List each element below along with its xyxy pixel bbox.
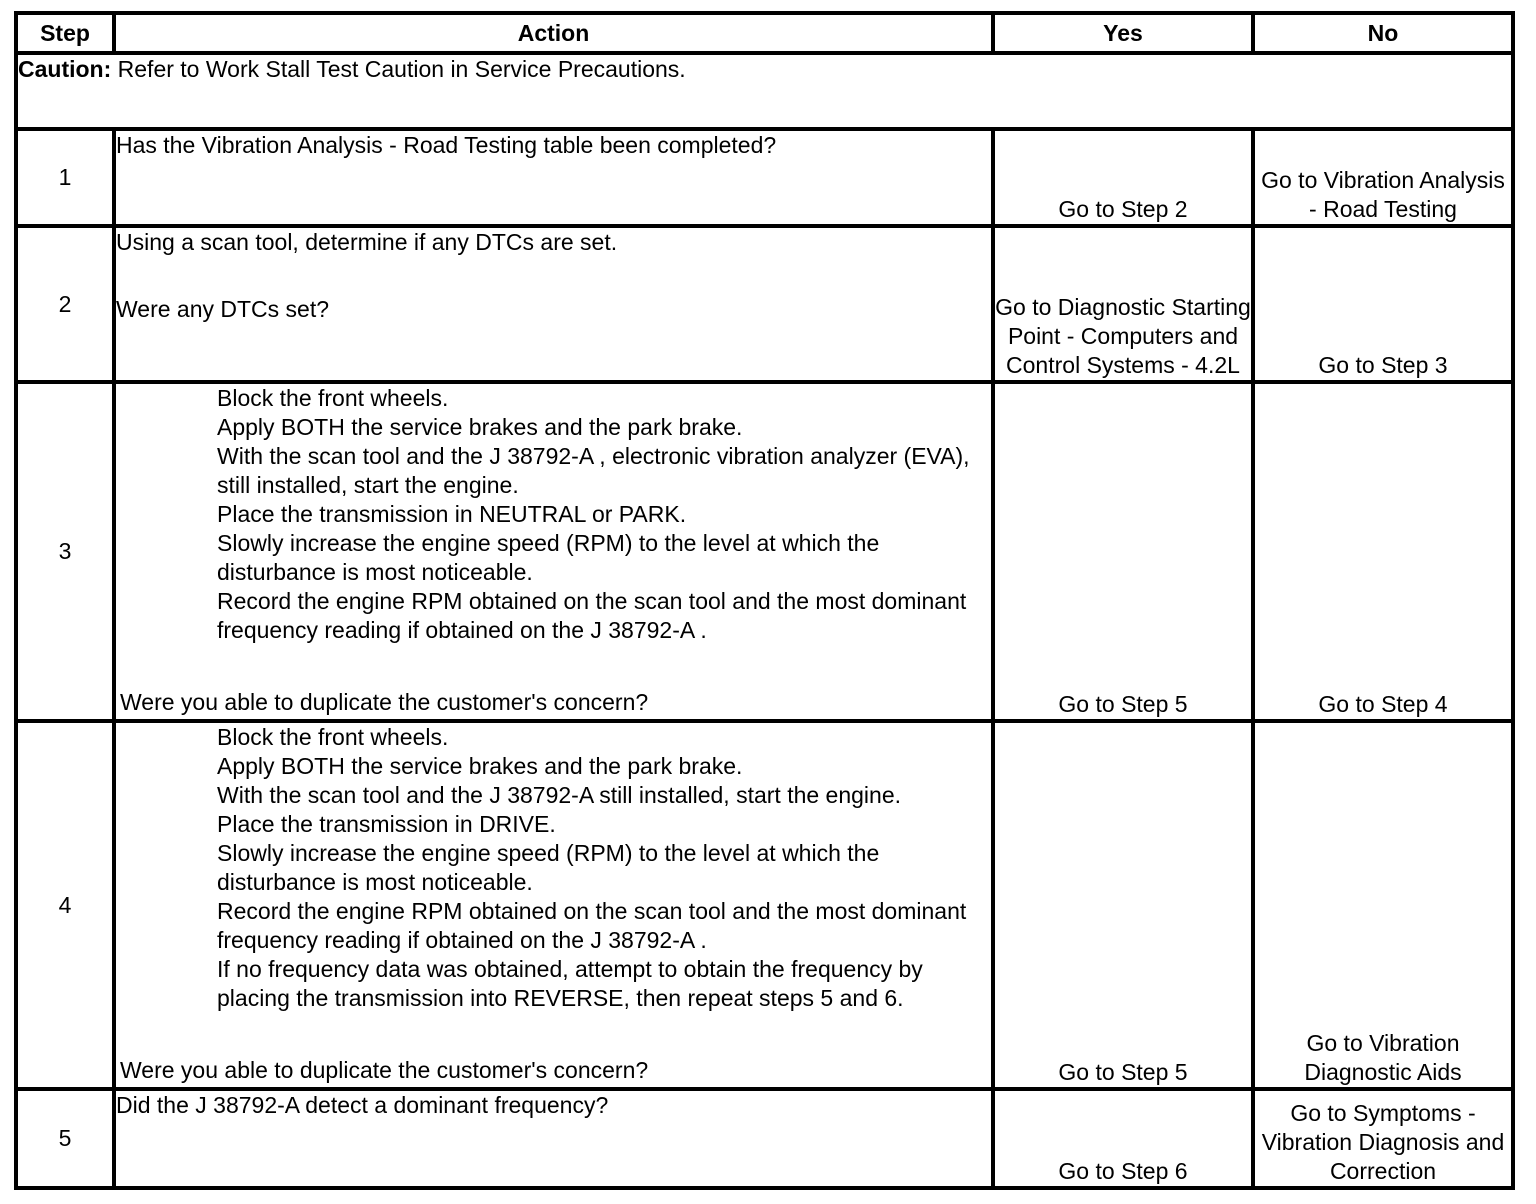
list-item: Slowly increase the engine speed (RPM) to the level at which the disturbance is most noticeable. <box>217 840 880 895</box>
action-cell <box>114 382 993 721</box>
yes-cell: Go to Step 5 <box>993 721 1253 1089</box>
list-item: With the scan tool and the J 38792-A , electronic vibration analyzer (EVA), still installed, start the engine. <box>217 443 970 498</box>
list-item: Slowly increase the engine speed (RPM) to the level at which the disturbance is most noticeable. <box>217 530 880 585</box>
action-cell: Did the J 38792-A detect a dominant frequency? <box>114 1089 993 1188</box>
step-number: 4 <box>16 721 114 1089</box>
question-text: Were any DTCs set? <box>116 296 330 322</box>
list-item: Place the transmission in NEUTRAL or PARK. <box>217 501 687 527</box>
yes-cell: Go to Diagnostic Starting Point - Computers and Control Systems - 4.2L <box>993 226 1253 382</box>
header-action: Action <box>114 13 993 53</box>
table-row <box>16 129 1513 226</box>
action-text: Using a scan tool, determine if any DTCs are set. <box>116 229 618 255</box>
list-item: Record the engine RPM obtained on the scan tool and the most dominant frequency reading if obtained on the J 38792-A . <box>217 588 967 643</box>
caution-row <box>16 53 1513 129</box>
diagnostic-table <box>14 11 1515 1190</box>
no-cell: Go to Vibration Analysis - Road Testing <box>1253 129 1513 226</box>
table-row <box>16 226 1513 382</box>
table-row <box>16 382 1513 721</box>
action-cell: Has the Vibration Analysis - Road Testing table been completed? <box>114 129 993 226</box>
no-cell: Go to Vibration Diagnostic Aids <box>1253 721 1513 1089</box>
action-cell <box>114 721 993 1089</box>
list-item: If no frequency data was obtained, attempt to obtain the frequency by placing the transmission into REVERSE, then repeat steps 5 and 6. <box>217 956 923 1011</box>
list-item: With the scan tool and the J 38792-A still installed, start the engine. <box>217 782 902 808</box>
no-cell: Go to Step 3 <box>1253 226 1513 382</box>
step-number: 1 <box>16 129 114 226</box>
list-item: Block the front wheels. <box>217 385 449 411</box>
no-cell: Go to Step 4 <box>1253 382 1513 721</box>
caution-text: Refer to Work Stall Test Caution in Service Precautions. <box>111 56 686 82</box>
substep-list <box>217 384 991 645</box>
list-item: Apply BOTH the service brakes and the park brake. <box>217 414 743 440</box>
yes-cell: Go to Step 5 <box>993 382 1253 721</box>
step-number: 2 <box>16 226 114 382</box>
list-item: Apply BOTH the service brakes and the park brake. <box>217 753 743 779</box>
table-row <box>16 1089 1513 1188</box>
caution-label: Caution: <box>18 56 112 82</box>
header-step: Step <box>16 13 114 53</box>
action-cell <box>114 226 993 382</box>
table-row <box>16 721 1513 1089</box>
question-text: Were you able to duplicate the customer's concern? <box>120 1057 649 1083</box>
no-cell: Go to Symptoms - Vibration Diagnosis and Correction <box>1253 1089 1513 1188</box>
header-yes: Yes <box>993 13 1253 53</box>
list-item: Record the engine RPM obtained on the scan tool and the most dominant frequency reading if obtained on the J 38792-A . <box>217 898 967 953</box>
substep-list <box>217 723 991 1013</box>
step-number: 5 <box>16 1089 114 1188</box>
header-no: No <box>1253 13 1513 53</box>
step-number: 3 <box>16 382 114 721</box>
yes-cell: Go to Step 2 <box>993 129 1253 226</box>
question-text: Were you able to duplicate the customer's concern? <box>120 689 649 715</box>
list-item: Place the transmission in DRIVE. <box>217 811 556 837</box>
list-item: Block the front wheels. <box>217 724 449 750</box>
caution-cell <box>16 53 1513 129</box>
yes-cell: Go to Step 6 <box>993 1089 1253 1188</box>
header-row <box>16 13 1513 53</box>
